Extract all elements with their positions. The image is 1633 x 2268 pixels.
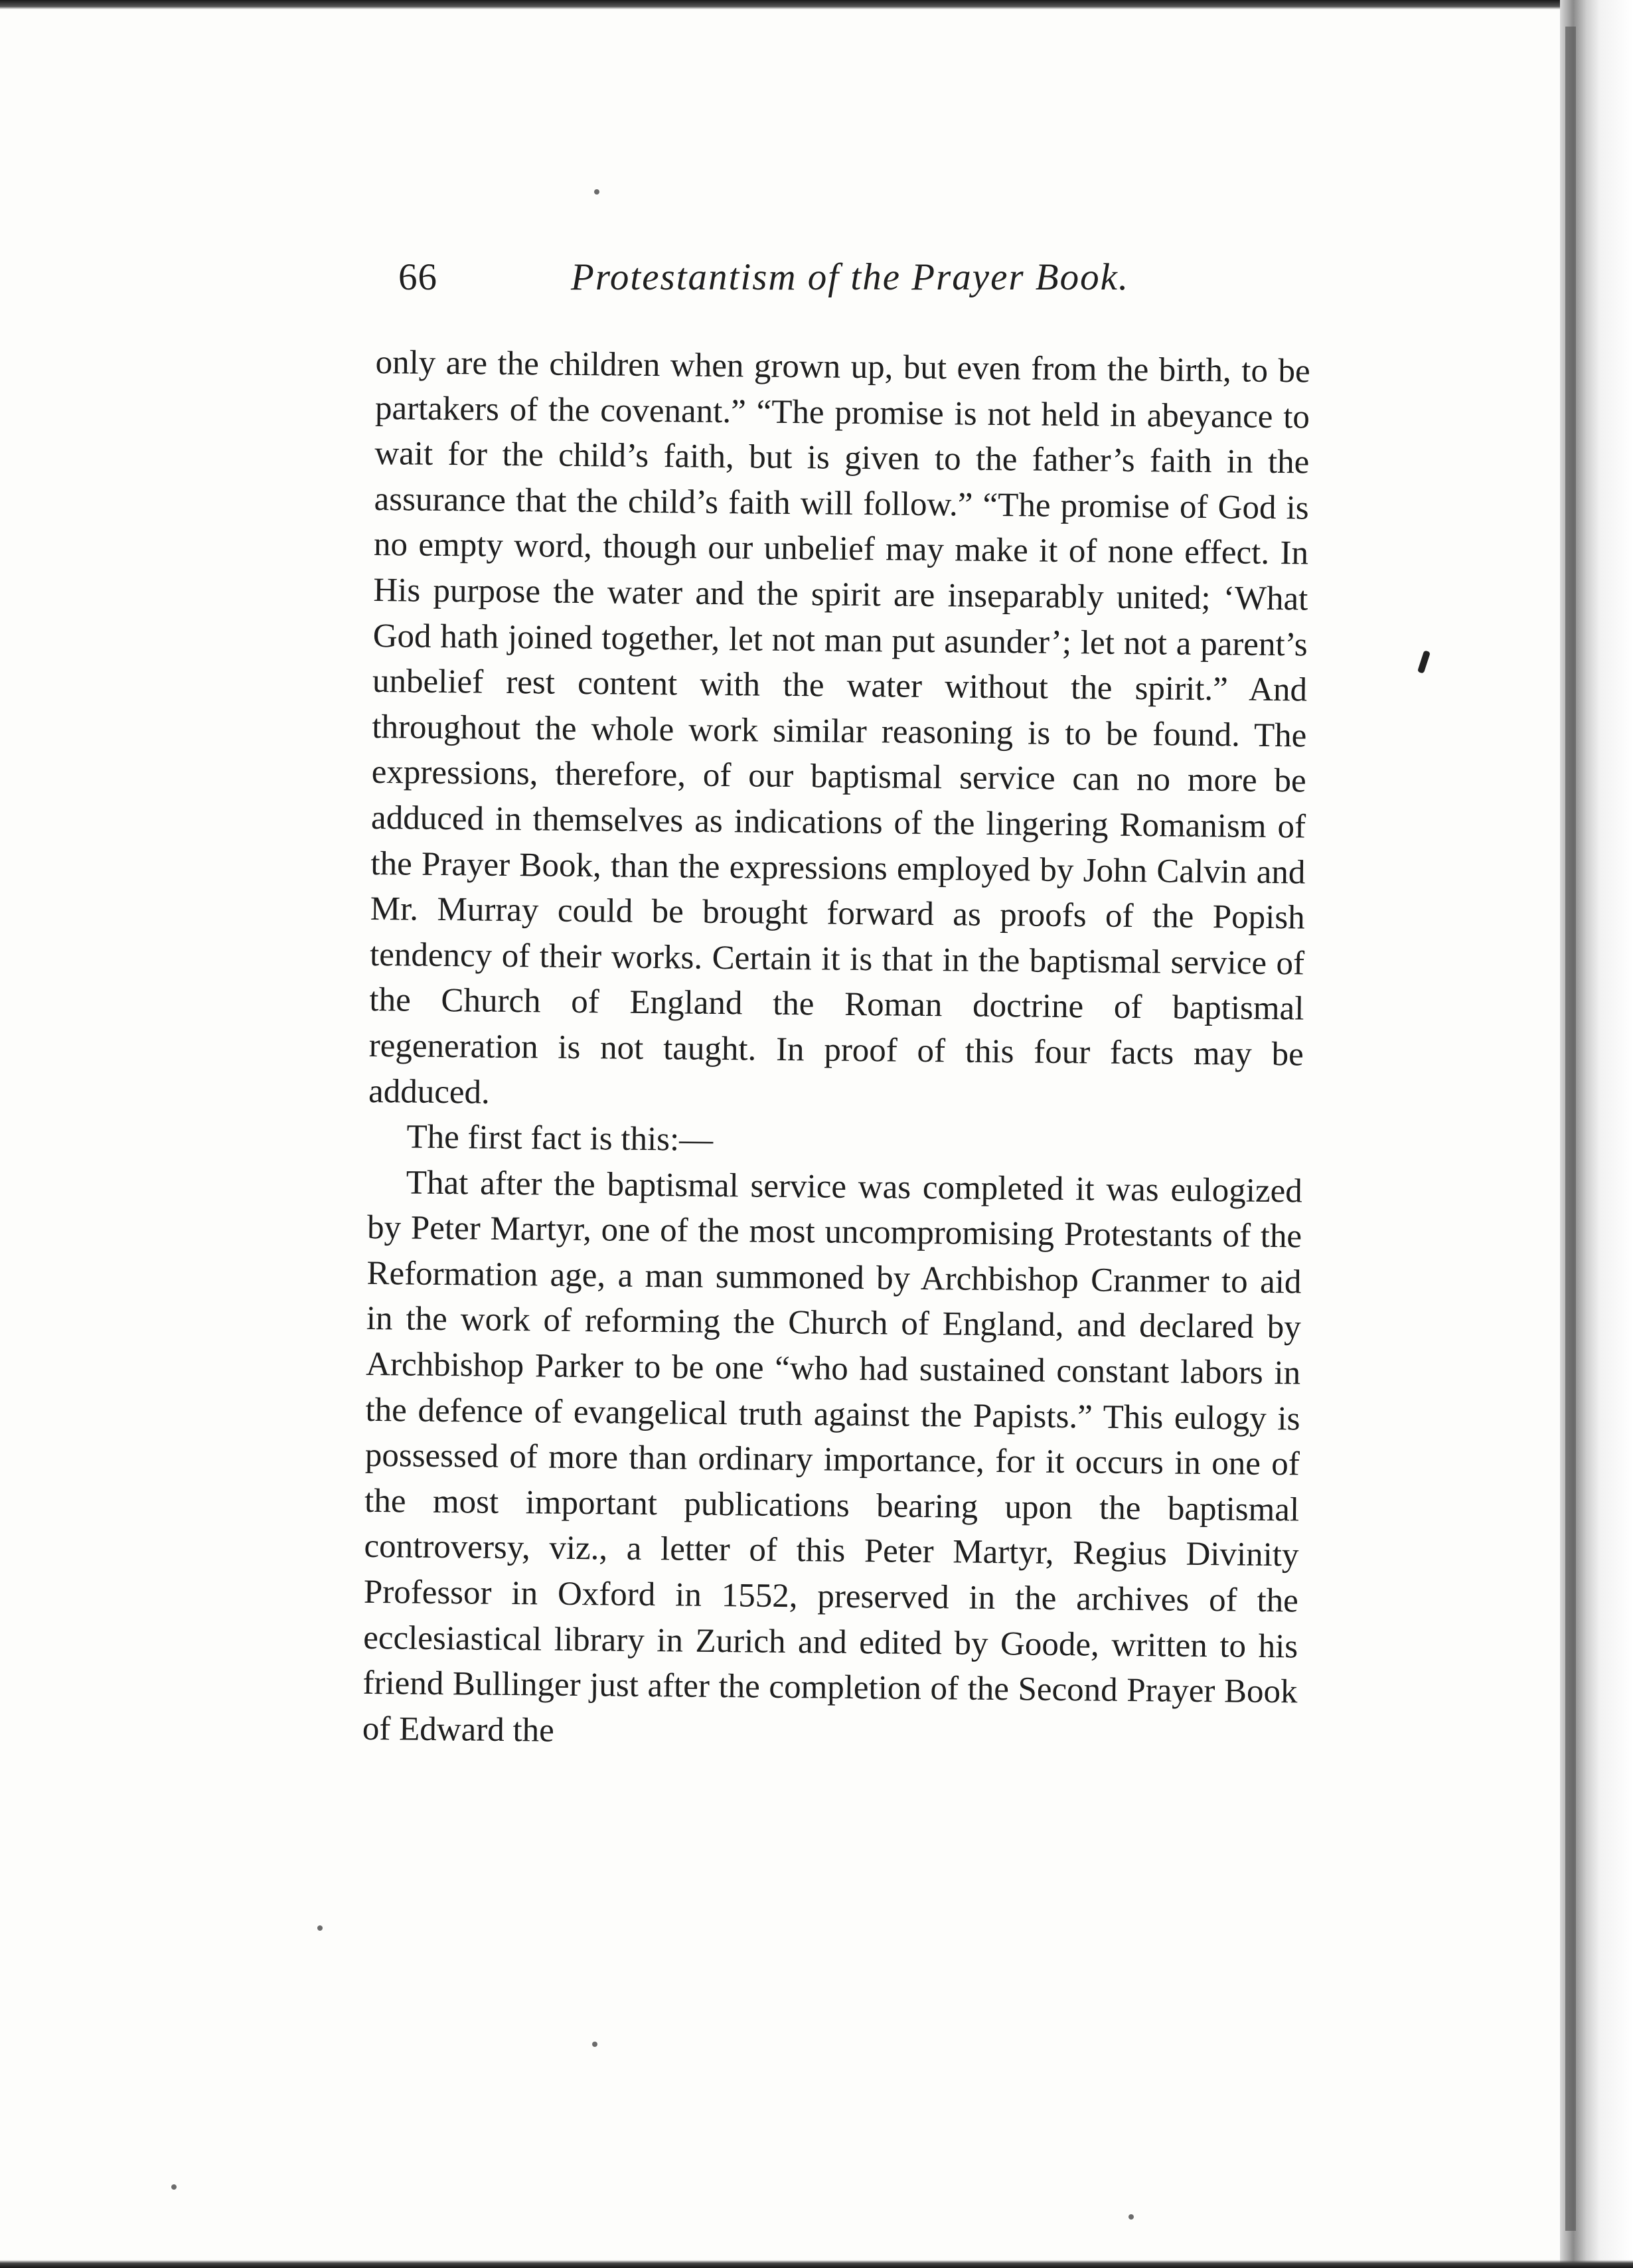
dust-speck bbox=[317, 1925, 323, 1931]
page-right-edge-binding bbox=[1560, 0, 1633, 2268]
dust-speck bbox=[1128, 2214, 1134, 2220]
page-bottom-edge-shadow bbox=[0, 2260, 1633, 2268]
dust-speck bbox=[594, 189, 599, 195]
running-title: Protestantism of the Prayer Book. bbox=[571, 256, 1130, 298]
paragraph-first-fact-heading: The first fact is this:— bbox=[406, 1118, 714, 1159]
dust-speck bbox=[592, 2042, 597, 2047]
running-header bbox=[398, 256, 1281, 315]
dust-speck bbox=[171, 2184, 177, 2190]
paragraph-peter-martyr: That after the baptismal service was completed it was eulogized by Peter Martyr, one of the most uncompromising Protestants of the Reformation age, a man summoned by Archbishop Cranmer to aid in the work of reforming the Church of England, and declared by Archbishop Parker to be one “who had sustained constant labors in the defence of evangelical truth against the Papists.” This eulogy is possessed of more than ordinary importance, for it occurs in one of the most important publications bearing upon the baptismal controversy, viz., a letter of this Peter Martyr, Regius Divinity Professor in Oxford in 1552, preserved in the archives of the ecclesiastical library in Zurich and edited by Goode, written to his friend Bullinger just after the completion of the Second Prayer Book of Edward the bbox=[362, 1164, 1303, 1749]
page-top-edge-shadow bbox=[0, 0, 1633, 9]
body-text bbox=[362, 340, 1310, 1761]
margin-ink-mark bbox=[1417, 650, 1431, 673]
paragraph-continuation: only are the children when grown up, but even from the birth, to be partakers of the covenant.” “The promise is not held in abeyance to wait for the child’s faith, but is given to the father’s faith in the assurance that the child’s faith will follow.” “The promise of God is no empty word, though our unbelief may make it of none effect. In His purpose the water and the spirit are inseparably united; ‘What God hath joined together, let not man put asunder’; let not a parent’s unbelief rest content with the water without the spirit.” And throughout the whole work similar reasoning is to be found. The expressions, therefore, of our baptismal service can no more be adduced in themselves as indications of the lingering Romanism of the Prayer Book, than the expressions employed by John Calvin and Mr. Murray could be brought forward as proofs of the Popish tendency of their works. Certain it is that in the baptismal service of the Church of England the Roman doctrine of baptismal regeneration is not taught. In proof of this four facts may be adduced. bbox=[368, 343, 1310, 1111]
page-number: 66 bbox=[398, 256, 437, 298]
